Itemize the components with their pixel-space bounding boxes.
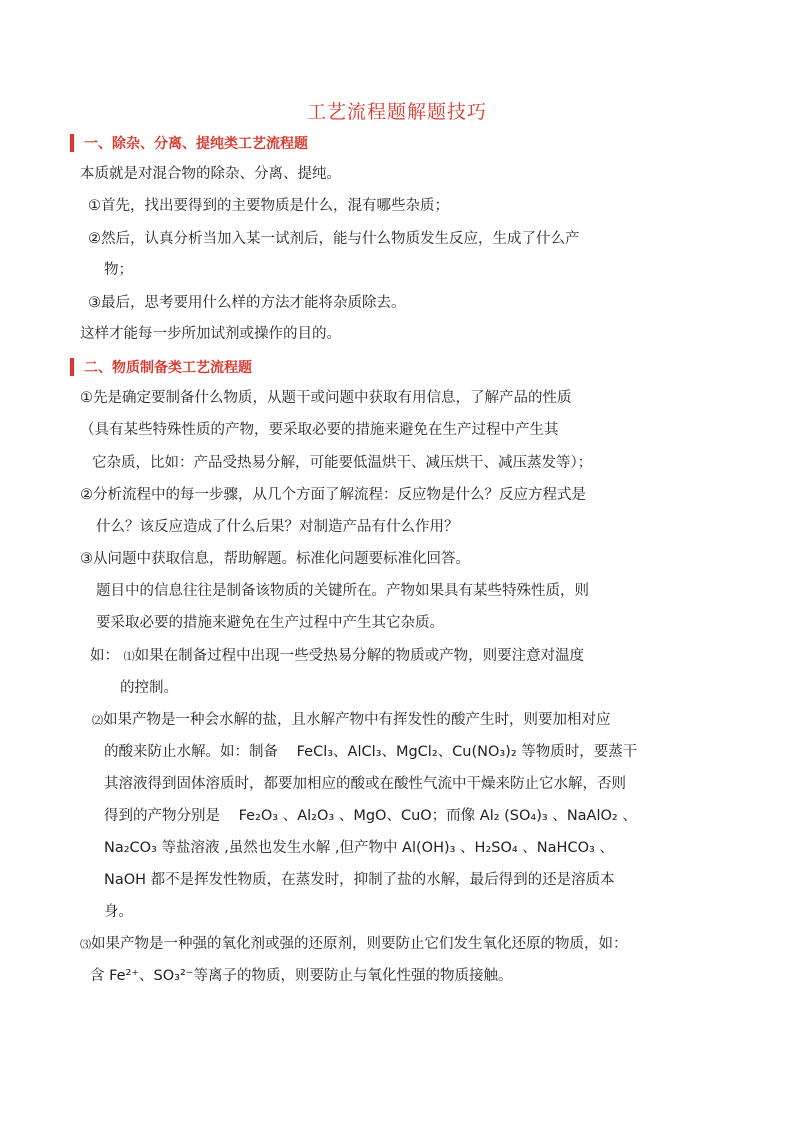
section-2-point-3-cont-b: 要采取必要的措施来避免在生产过程中产生其它杂质。	[96, 615, 444, 631]
example-2-line-2-formulas: FeCl₃、AlCl₃、MgCl₂、Cu(NO₃)₂	[296, 744, 517, 760]
example-2-line-4-text: 得到的产物分别是	[104, 808, 220, 824]
example-2-line-3: 其溶液得到固体溶质时，都要加相应的酸或在酸性气流中干燥来防止它水解，否则	[104, 776, 626, 792]
section-1-step-3: ③最后，思考要用什么样的方法才能将杂质除去。	[88, 295, 406, 311]
section-2-point-1-cont-a: （具有某些特殊性质的产物，要采取必要的措施来避免在生产过程中产生其	[80, 422, 559, 438]
section-2-point-2-cont: 什么？该反应造成了什么后果？对制造产品有什么作用？	[96, 519, 459, 535]
section-1-step-2: ②然后，认真分析当加入某一试剂后，能与什么物质发生反应，生成了什么产	[88, 231, 580, 247]
example-2-line-7: 身。	[104, 904, 133, 920]
section-1-intro: 本质就是对混合物的除杂、分离、提纯。	[80, 166, 341, 182]
section-2-point-1-cont-b: 它杂质，比如：产品受热易分解，可能要低温烘干、减压烘干、减压蒸发等）；	[92, 455, 593, 471]
example-3-cont: 含 Fe²⁺、SO₃²⁻等离子的物质，则要防止与氧化性强的物质接触。	[90, 968, 513, 984]
example-3-number: ⑶	[80, 938, 91, 951]
example-1-number: ⑴	[123, 650, 135, 663]
example-2-number: ⑵	[92, 714, 103, 727]
section-1-step-2-cont: 物；	[104, 262, 133, 278]
example-2-line-4-formulas: Fe₂O₃ 、Al₂O₃ 、MgO、CuO；而像 Al₂ (SO₄)₃ 、NaAlO₂ 、	[238, 808, 637, 824]
example-2-line-6: NaOH 都不是挥发性物质，在蒸发时，抑制了盐的水解，最后得到的还是溶质本	[104, 872, 615, 888]
example-2-line-2-end: 等物质时，要蒸干	[521, 744, 638, 760]
section-2-heading	[70, 357, 252, 377]
document-title: 工艺流程题解题技巧	[306, 101, 487, 123]
section-2-point-3: ③从问题中获取信息，帮助解题。标准化问题要标准化回答。	[80, 551, 470, 567]
example-1-cont: 的控制。	[120, 680, 178, 696]
example-2-line-2-text: 的酸来防止水解。如：制备	[104, 744, 278, 760]
section-1-conclusion: 这样才能每一步所加试剂或操作的目的。	[80, 326, 341, 342]
section-1-heading	[70, 133, 308, 153]
example-1	[90, 646, 584, 667]
example-3-text: 如果产物是一种强的氧化剂或强的还原剂，则要防止它们发生氧化还原的物质，如：	[91, 936, 628, 952]
section-1-marker	[70, 134, 74, 152]
example-2	[92, 710, 611, 731]
example-2-line-2	[104, 742, 637, 762]
section-2-marker	[70, 358, 74, 376]
section-1-step-1: ①首先，找出要得到的主要物质是什么，混有哪些杂质；	[88, 198, 449, 214]
section-2-point-1: ①先是确定要制备什么物质，从题干或问题中获取有用信息，了解产品的性质	[80, 390, 572, 406]
example-1-text: 如果在制备过程中出现一些受热易分解的物质或产物，则要注意对温度	[134, 648, 585, 664]
example-2-text: 如果产物是一种会水解的盐，且水解产物中有挥发性的酸产生时，则要加相对应	[103, 712, 611, 728]
example-2-line-4	[104, 806, 637, 826]
example-1-prefix: 如：	[90, 648, 119, 664]
section-2-heading-text: 二、物质制备类工艺流程题	[84, 360, 252, 376]
section-2-point-2: ②分析流程中的每一步骤，从几个方面了解流程：反应物是什么？反应方程式是	[80, 487, 586, 503]
section-1-heading-text: 一、除杂、分离、提纯类工艺流程题	[84, 136, 308, 152]
example-3	[80, 934, 628, 955]
section-2-point-3-cont-a: 题目中的信息往往是制备该物质的关键所在。产物如果具有某些特殊性质，则	[96, 583, 589, 599]
example-2-line-5: Na₂CO₃ 等盐溶液 ,虽然也发生水解 ,但产物中 Al(OH)₃ 、H₂SO₄ 、NaHCO₃ 、	[104, 840, 614, 856]
